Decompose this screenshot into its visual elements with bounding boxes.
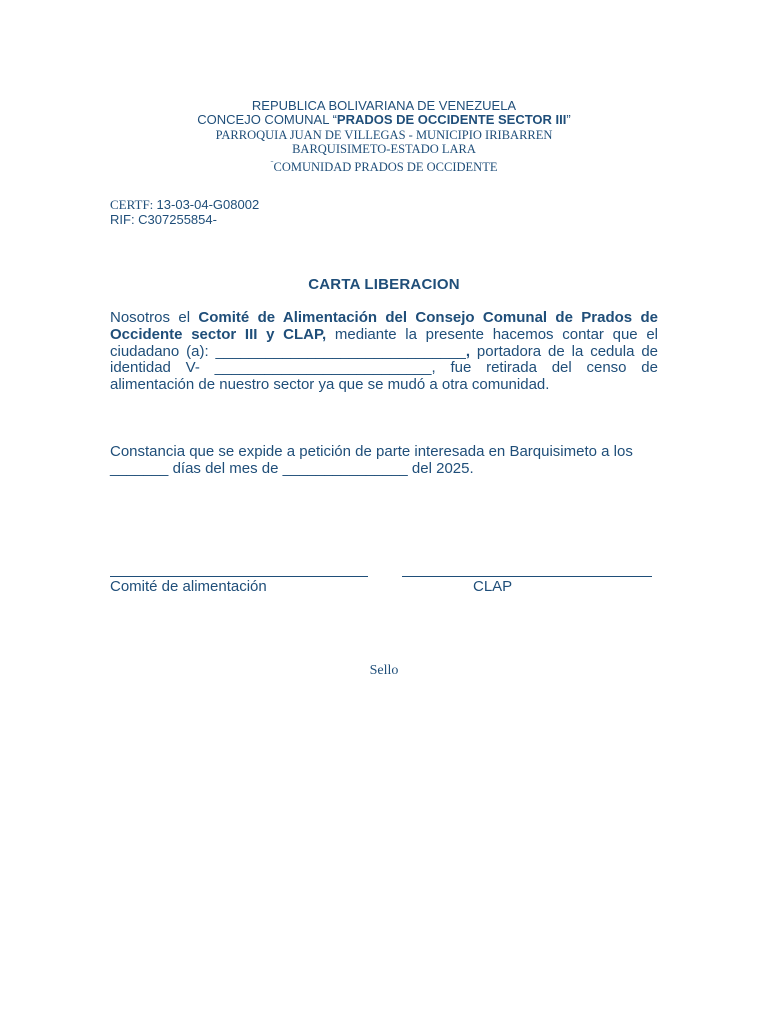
- liberation-paragraph: [110, 310, 658, 394]
- document-references: [110, 197, 259, 227]
- header-community: [0, 157, 768, 174]
- paragraph-citizen-blank: mediante la presente hacemos contar que el ciudadano (a): ______________________________: [110, 325, 658, 360]
- header-city: BARQUISIMETO-ESTADO LARA: [292, 142, 476, 157]
- header-council: [0, 113, 768, 127]
- committee-signature-label: Comité de alimentación: [110, 578, 267, 595]
- header-parish: PARROQUIA JUAN DE VILLEGAS - MUNICIPIO IRIBARREN: [215, 127, 553, 142]
- constancy-paragraph: Constancia que se expide a petición de parte interesada en Barquisimeto a los _______ días del mes de _______________ del 2025.: [110, 443, 633, 477]
- paragraph-intro: Nosotros el: [110, 309, 199, 326]
- paragraph-committee-name: Comité de Alimentación del Consejo Comunal de Prados de Occidente sector III y CLAP,: [110, 309, 658, 343]
- rif-number: RIF: C307255854-: [110, 212, 217, 227]
- seal-placeholder: Sello: [369, 663, 399, 678]
- paragraph-id-blank: portadora de la cedula de identidad V- __________________________, fue retirada del censo de alimentación de nuestro sector ya que se mudó a otra comunidad.: [110, 342, 658, 394]
- header-council-name: PRADOS DE OCCIDENTE SECTOR III: [336, 112, 567, 128]
- certificate-label: CERTF:: [110, 197, 157, 212]
- letterhead: [0, 99, 768, 174]
- certificate-value: 13-03-04-G08002: [156, 197, 260, 212]
- header-republic: REPUBLICA BOLIVARIANA DE VENEZUELA: [251, 98, 517, 113]
- paragraph-comma: ,: [465, 342, 470, 360]
- header-council-prefix: CONCEJO COMUNAL “: [197, 112, 337, 128]
- header-community-mark: ¨: [270, 158, 274, 169]
- clap-signature-label: CLAP: [473, 578, 513, 595]
- document-title: CARTA LIBERACION: [308, 276, 460, 293]
- header-community-text: COMUNIDAD PRADOS DE OCCIDENTE: [273, 159, 498, 174]
- header-council-suffix: ”: [566, 112, 571, 128]
- committee-signature-line: [110, 576, 368, 577]
- certificate-number: [110, 197, 259, 212]
- clap-signature-line: [402, 576, 652, 577]
